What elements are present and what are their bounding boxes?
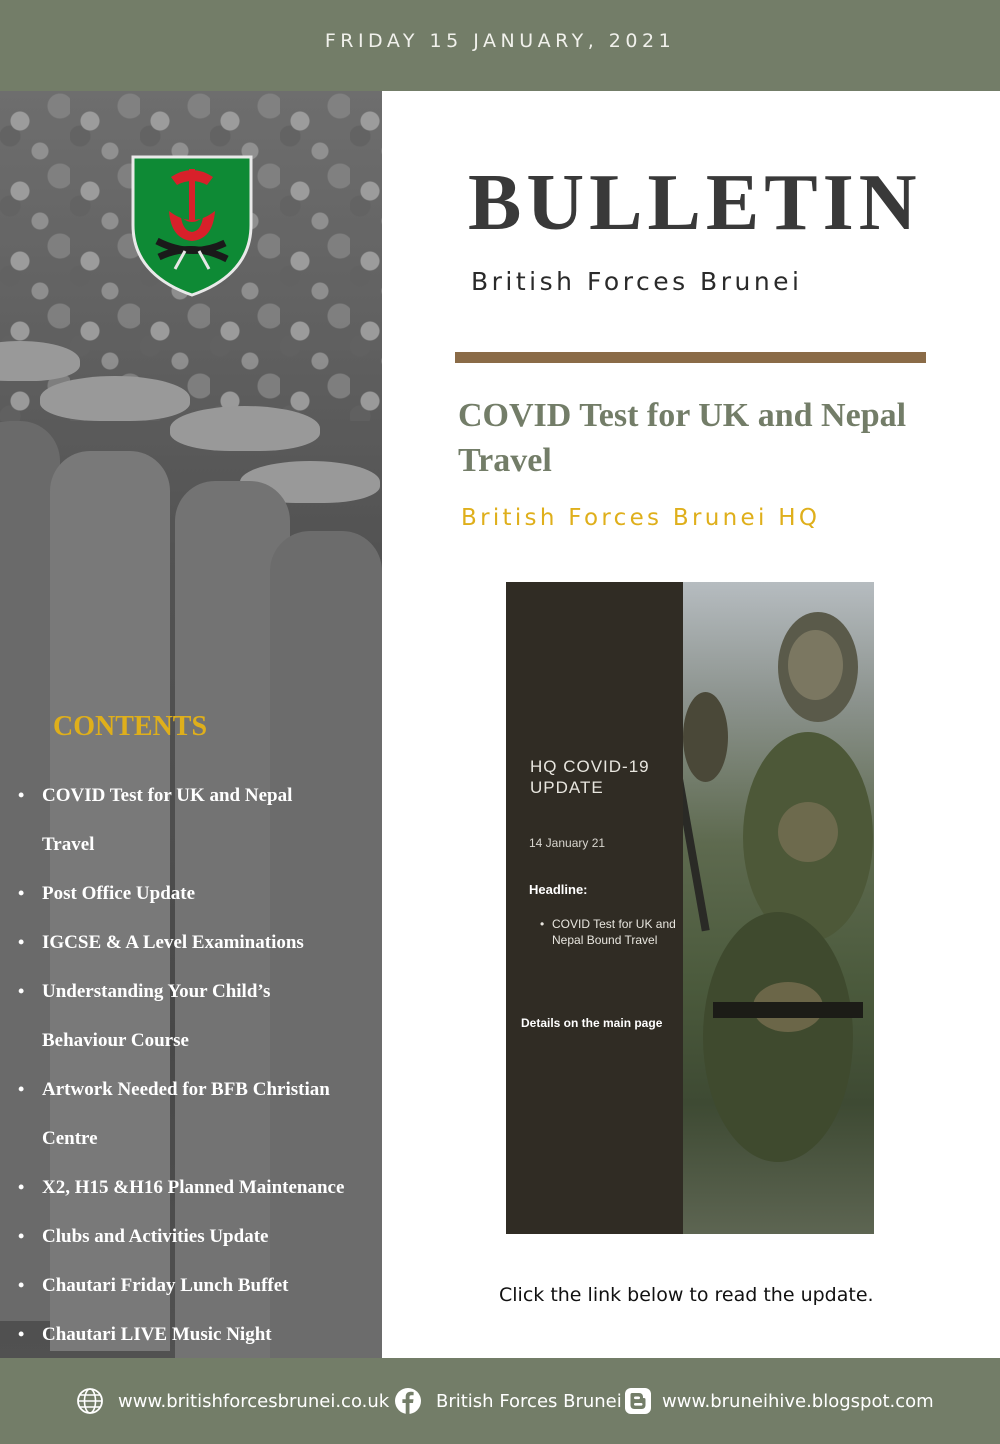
contents-item[interactable]: • X2, H15 &H16 Planned Maintenance bbox=[18, 1163, 380, 1212]
blogger-icon bbox=[624, 1387, 652, 1415]
contents-item[interactable]: Centre bbox=[42, 1128, 98, 1149]
contents-item[interactable]: • Artwork Needed for BFB Christian bbox=[18, 1065, 380, 1114]
article-source: British Forces Brunei HQ bbox=[461, 505, 821, 531]
footer-blog-link[interactable] bbox=[624, 1389, 934, 1413]
soldier-photo bbox=[683, 582, 874, 1234]
camo-shape bbox=[683, 692, 728, 782]
sidebar bbox=[0, 91, 382, 1358]
footer-website-link[interactable] bbox=[76, 1389, 389, 1413]
contents-item[interactable]: Behaviour Course bbox=[42, 1030, 189, 1051]
facebook-icon bbox=[394, 1387, 422, 1415]
contents-item[interactable]: • Clubs and Activities Update bbox=[18, 1212, 380, 1261]
header-bar bbox=[0, 0, 1000, 91]
contents-list bbox=[18, 771, 380, 1358]
contents-item[interactable]: • Chautari Friday Lunch Buffet bbox=[18, 1261, 380, 1310]
contents-item[interactable]: • Chautari LIVE Music Night bbox=[18, 1310, 380, 1358]
bulletin-subtitle: British Forces Brunei bbox=[471, 267, 803, 296]
contents-item[interactable]: Travel bbox=[42, 834, 95, 855]
link-note: Click the link below to read the update. bbox=[499, 1284, 874, 1306]
camo-shape bbox=[703, 912, 853, 1162]
footer-bar bbox=[0, 1358, 1000, 1444]
footer-facebook-text: British Forces Brunei bbox=[436, 1390, 622, 1412]
preview-date: 14 January 21 bbox=[529, 836, 606, 850]
article-title: COVID Test for UK and Nepal Travel bbox=[458, 397, 907, 479]
contents-item[interactable]: • Understanding Your Child’s bbox=[18, 967, 380, 1016]
issue-date: FRIDAY 15 JANUARY, 2021 bbox=[324, 30, 676, 52]
contents-item[interactable]: • Post Office Update bbox=[18, 869, 380, 918]
camo-shape bbox=[778, 802, 838, 862]
contents-title: CONTENTS bbox=[53, 711, 208, 742]
preview-bullet: • COVID Test for UK and Nepal Bound Travel bbox=[540, 916, 676, 948]
title-divider bbox=[455, 352, 926, 363]
footer-facebook-link[interactable] bbox=[394, 1389, 622, 1413]
contents-item[interactable]: • COVID Test for UK and Nepal bbox=[18, 771, 380, 820]
khukuri-shape bbox=[683, 763, 710, 932]
military-crest-icon bbox=[131, 155, 253, 297]
bulletin-title: BULLETIN bbox=[468, 159, 922, 247]
preview-heading: HQ COVID-19 UPDATE bbox=[530, 757, 650, 797]
preview-details-note: Details on the main page bbox=[521, 1016, 663, 1030]
footer-blog-text: www.bruneihive.blogspot.com bbox=[662, 1390, 934, 1412]
update-preview-image[interactable] bbox=[506, 582, 874, 1234]
globe-icon bbox=[76, 1387, 104, 1415]
footer-website-text: www.britishforcesbrunei.co.uk bbox=[118, 1390, 390, 1412]
preview-headline-label: Headline: bbox=[529, 882, 588, 897]
contents-item[interactable]: • IGCSE & A Level Examinations bbox=[18, 918, 380, 967]
camo-shape bbox=[788, 630, 843, 700]
belt-shape bbox=[713, 1002, 863, 1018]
